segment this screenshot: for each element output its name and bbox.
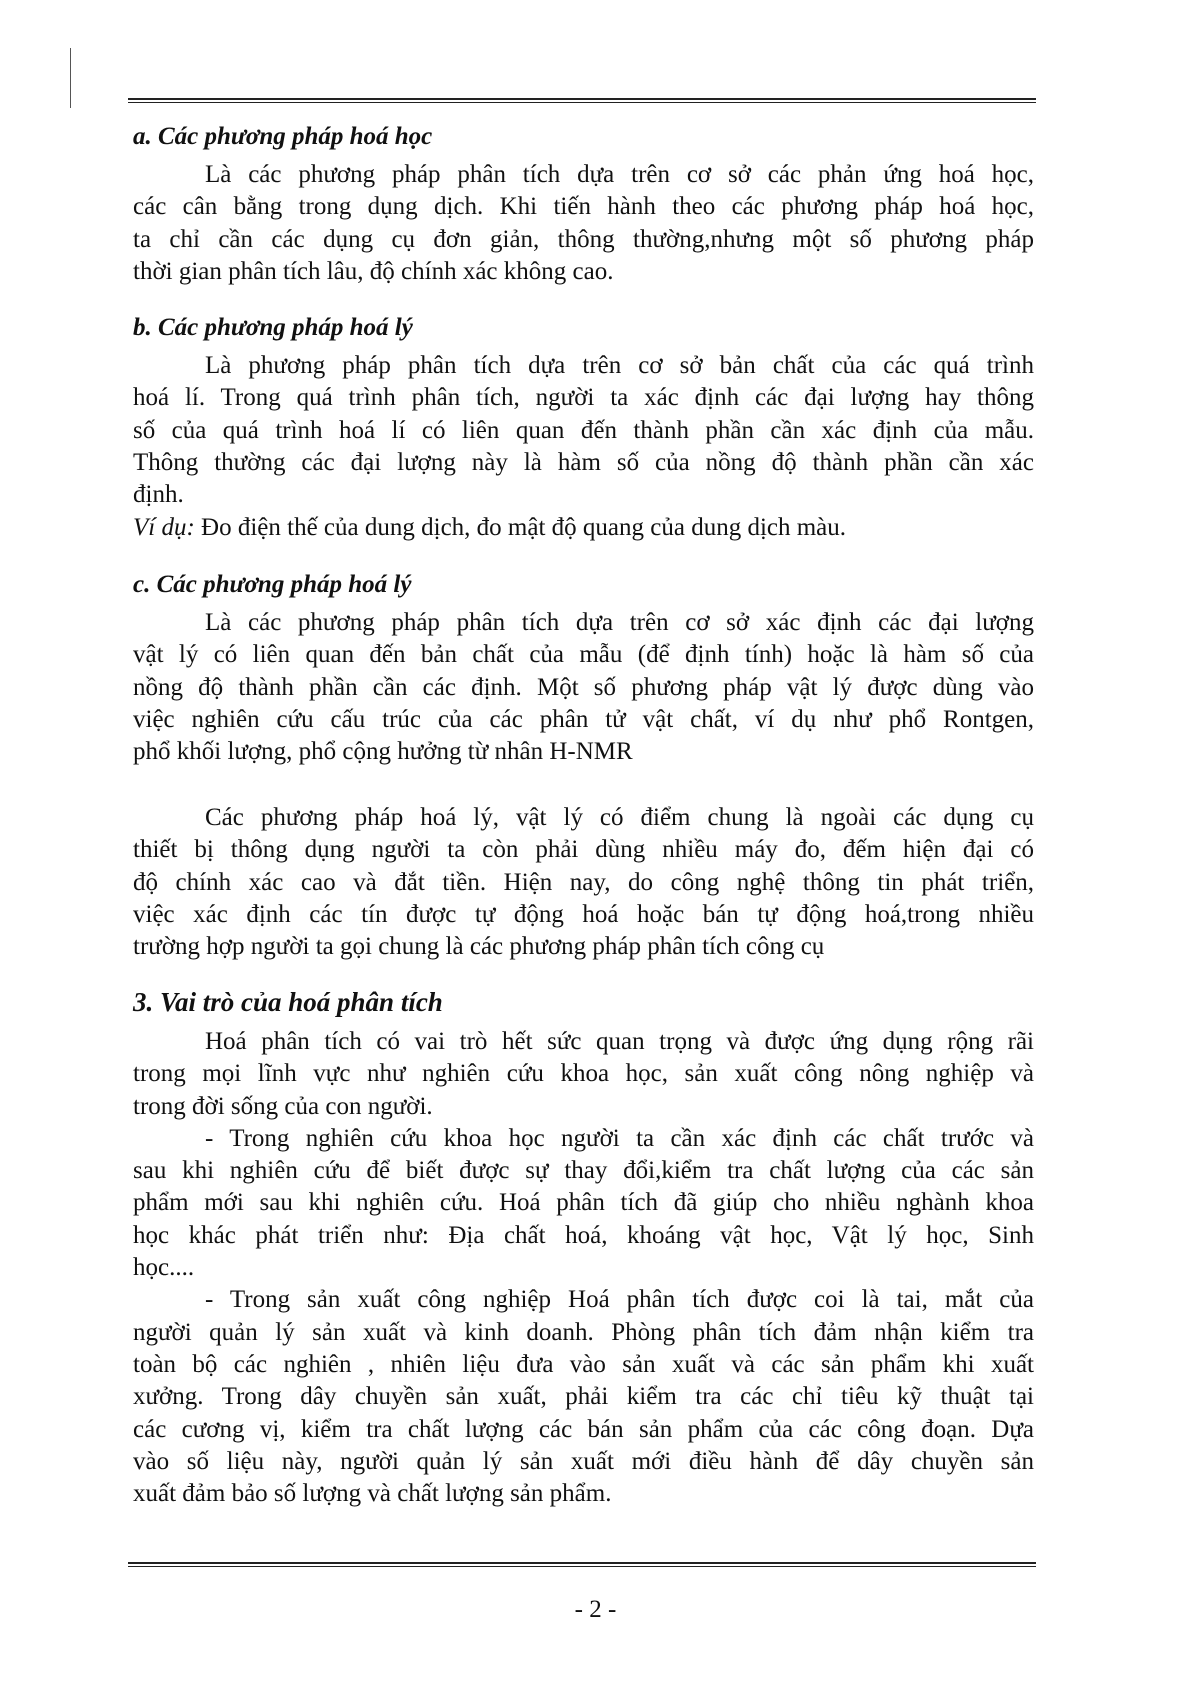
text-line: trong đời sống của con người. [133, 1092, 433, 1120]
text-line: Là phương pháp phân tích dựa trên cơ sở bản chất của các quá trình [205, 352, 1034, 379]
section-c-body [133, 607, 1034, 768]
text-line: số của quá trình hoá lí có liên quan đến thành phần cần xác định của mẫu. [133, 416, 1034, 444]
text-line: học.... [133, 1254, 195, 1282]
text-line: phổ khối lượng, phổ cộng hưởng từ nhân H-NMR [133, 738, 633, 766]
header-rule [128, 98, 1036, 105]
section-3-body [133, 1026, 1034, 1510]
text-line: trường hợp người ta gọi chung là các phương pháp phân tích công cụ [133, 933, 825, 961]
footer-rule [128, 1562, 1036, 1569]
text-line: học khác phát triển như: Địa chất hoá, khoáng vật học, Vật lý học, Sinh [133, 1221, 1034, 1249]
text-line: định. [133, 481, 184, 509]
text-line: độ chính xác cao và đắt tiền. Hiện nay, do công nghệ thông tin phát triển, [133, 868, 1034, 896]
text-line: phẩm mới sau khi nghiên cứu. Hoá phân tích đã giúp cho nhiều nghành khoa [133, 1189, 1034, 1217]
section-a-body [133, 159, 1034, 288]
text-line: các cương vị, kiểm tra chất lượng các bán sản phẩm của các công đoạn. Dựa [133, 1415, 1034, 1443]
text-line: Hoá phân tích có vai trò hết sức quan trọng và được ứng dụng rộng rãi [205, 1028, 1034, 1055]
text-line: vật lý có liên quan đến bản chất của mẫu (để định tính) hoặc là hàm số của [133, 641, 1034, 669]
heading-3: 3. Vai trò của hoá phân tích [133, 987, 443, 1017]
text-line: thời gian phân tích lâu, độ chính xác không cao. [133, 257, 614, 285]
text-line: Các phương pháp hoá lý, vật lý có điểm chung là ngoài các dụng cụ [205, 804, 1034, 831]
example-text: Đo điện thế của dung dịch, đo mật độ quang của dung dịch màu. [194, 514, 847, 541]
heading-c: c. Các phương pháp hoá lý [133, 571, 412, 598]
example-label: Ví dụ: [133, 514, 195, 541]
text-line: việc xác định các tín được tự động hoá hoặc bán tự động hoá,trong nhiều [133, 900, 1034, 928]
text-line: thiết bị thông dụng người ta còn phải dùng nhiều máy đo, đếm hiện đại có [133, 836, 1034, 864]
text-line: xuất đảm bảo số lượng và chất lượng sản phẩm. [133, 1480, 612, 1508]
text-line: nồng độ thành phần cần các định. Một số phương pháp vật lý được dùng vào [133, 673, 1034, 701]
text-line: các cân bằng trong dụng dịch. Khi tiến hành theo các phương pháp hoá học, [133, 193, 1034, 221]
text-line: việc nghiên cứu cấu trúc của các phân tử vật chất, ví dụ như phổ Rontgen, [133, 705, 1034, 733]
text-line: Là các phương pháp phân tích dựa trên cơ sở các phản ứng hoá học, [205, 161, 1034, 188]
text-line: sau khi nghiên cứu để biết được sự thay đổi,kiểm tra chất lượng của các sản [133, 1157, 1034, 1185]
text-line: - Trong nghiên cứu khoa học người ta cần xác định các chất trước và [205, 1124, 1034, 1152]
heading-a: a. Các phương pháp hoá học [133, 123, 433, 150]
text-line: toàn bộ các nghiên , nhiên liệu đưa vào sản xuất và các sản phẩm khi xuất [133, 1350, 1034, 1378]
summary-paragraph [133, 802, 1034, 963]
text-line: vào số liệu này, người quản lý sản xuất mới điều hành để dây chuyền sản [133, 1447, 1034, 1475]
text-line: hoá lí. Trong quá trình phân tích, người ta xác định các đại lượng hay thông [133, 384, 1034, 412]
text-line: xưởng. Trong dây chuyền sản xuất, phải kiểm tra các chỉ tiêu kỹ thuật tại [133, 1383, 1034, 1411]
text-line: người quản lý sản xuất và kinh doanh. Phòng phân tích đảm nhận kiểm tra [133, 1318, 1034, 1346]
text-line: Là các phương pháp phân tích dựa trên cơ sở xác định các đại lượng [205, 609, 1034, 636]
text-line: ta chỉ cần các dụng cụ đơn giản, thông thường,nhưng một số phương pháp [133, 225, 1034, 253]
text-line: trong mọi lĩnh vực như nghiên cứu khoa học, sản xuất công nông nghiệp và [133, 1060, 1034, 1088]
page-number: - 2 - [574, 1596, 617, 1623]
text-line: Thông thường các đại lượng này là hàm số của nồng độ thành phần cần xác [133, 448, 1034, 476]
text-line: - Trong sản xuất công nghiệp Hoá phân tích được coi là tai, mắt của [205, 1286, 1034, 1314]
example-line [133, 512, 1034, 544]
scan-margin-line [70, 48, 71, 108]
heading-b: b. Các phương pháp hoá lý [133, 314, 413, 341]
section-b-body [133, 350, 1034, 511]
